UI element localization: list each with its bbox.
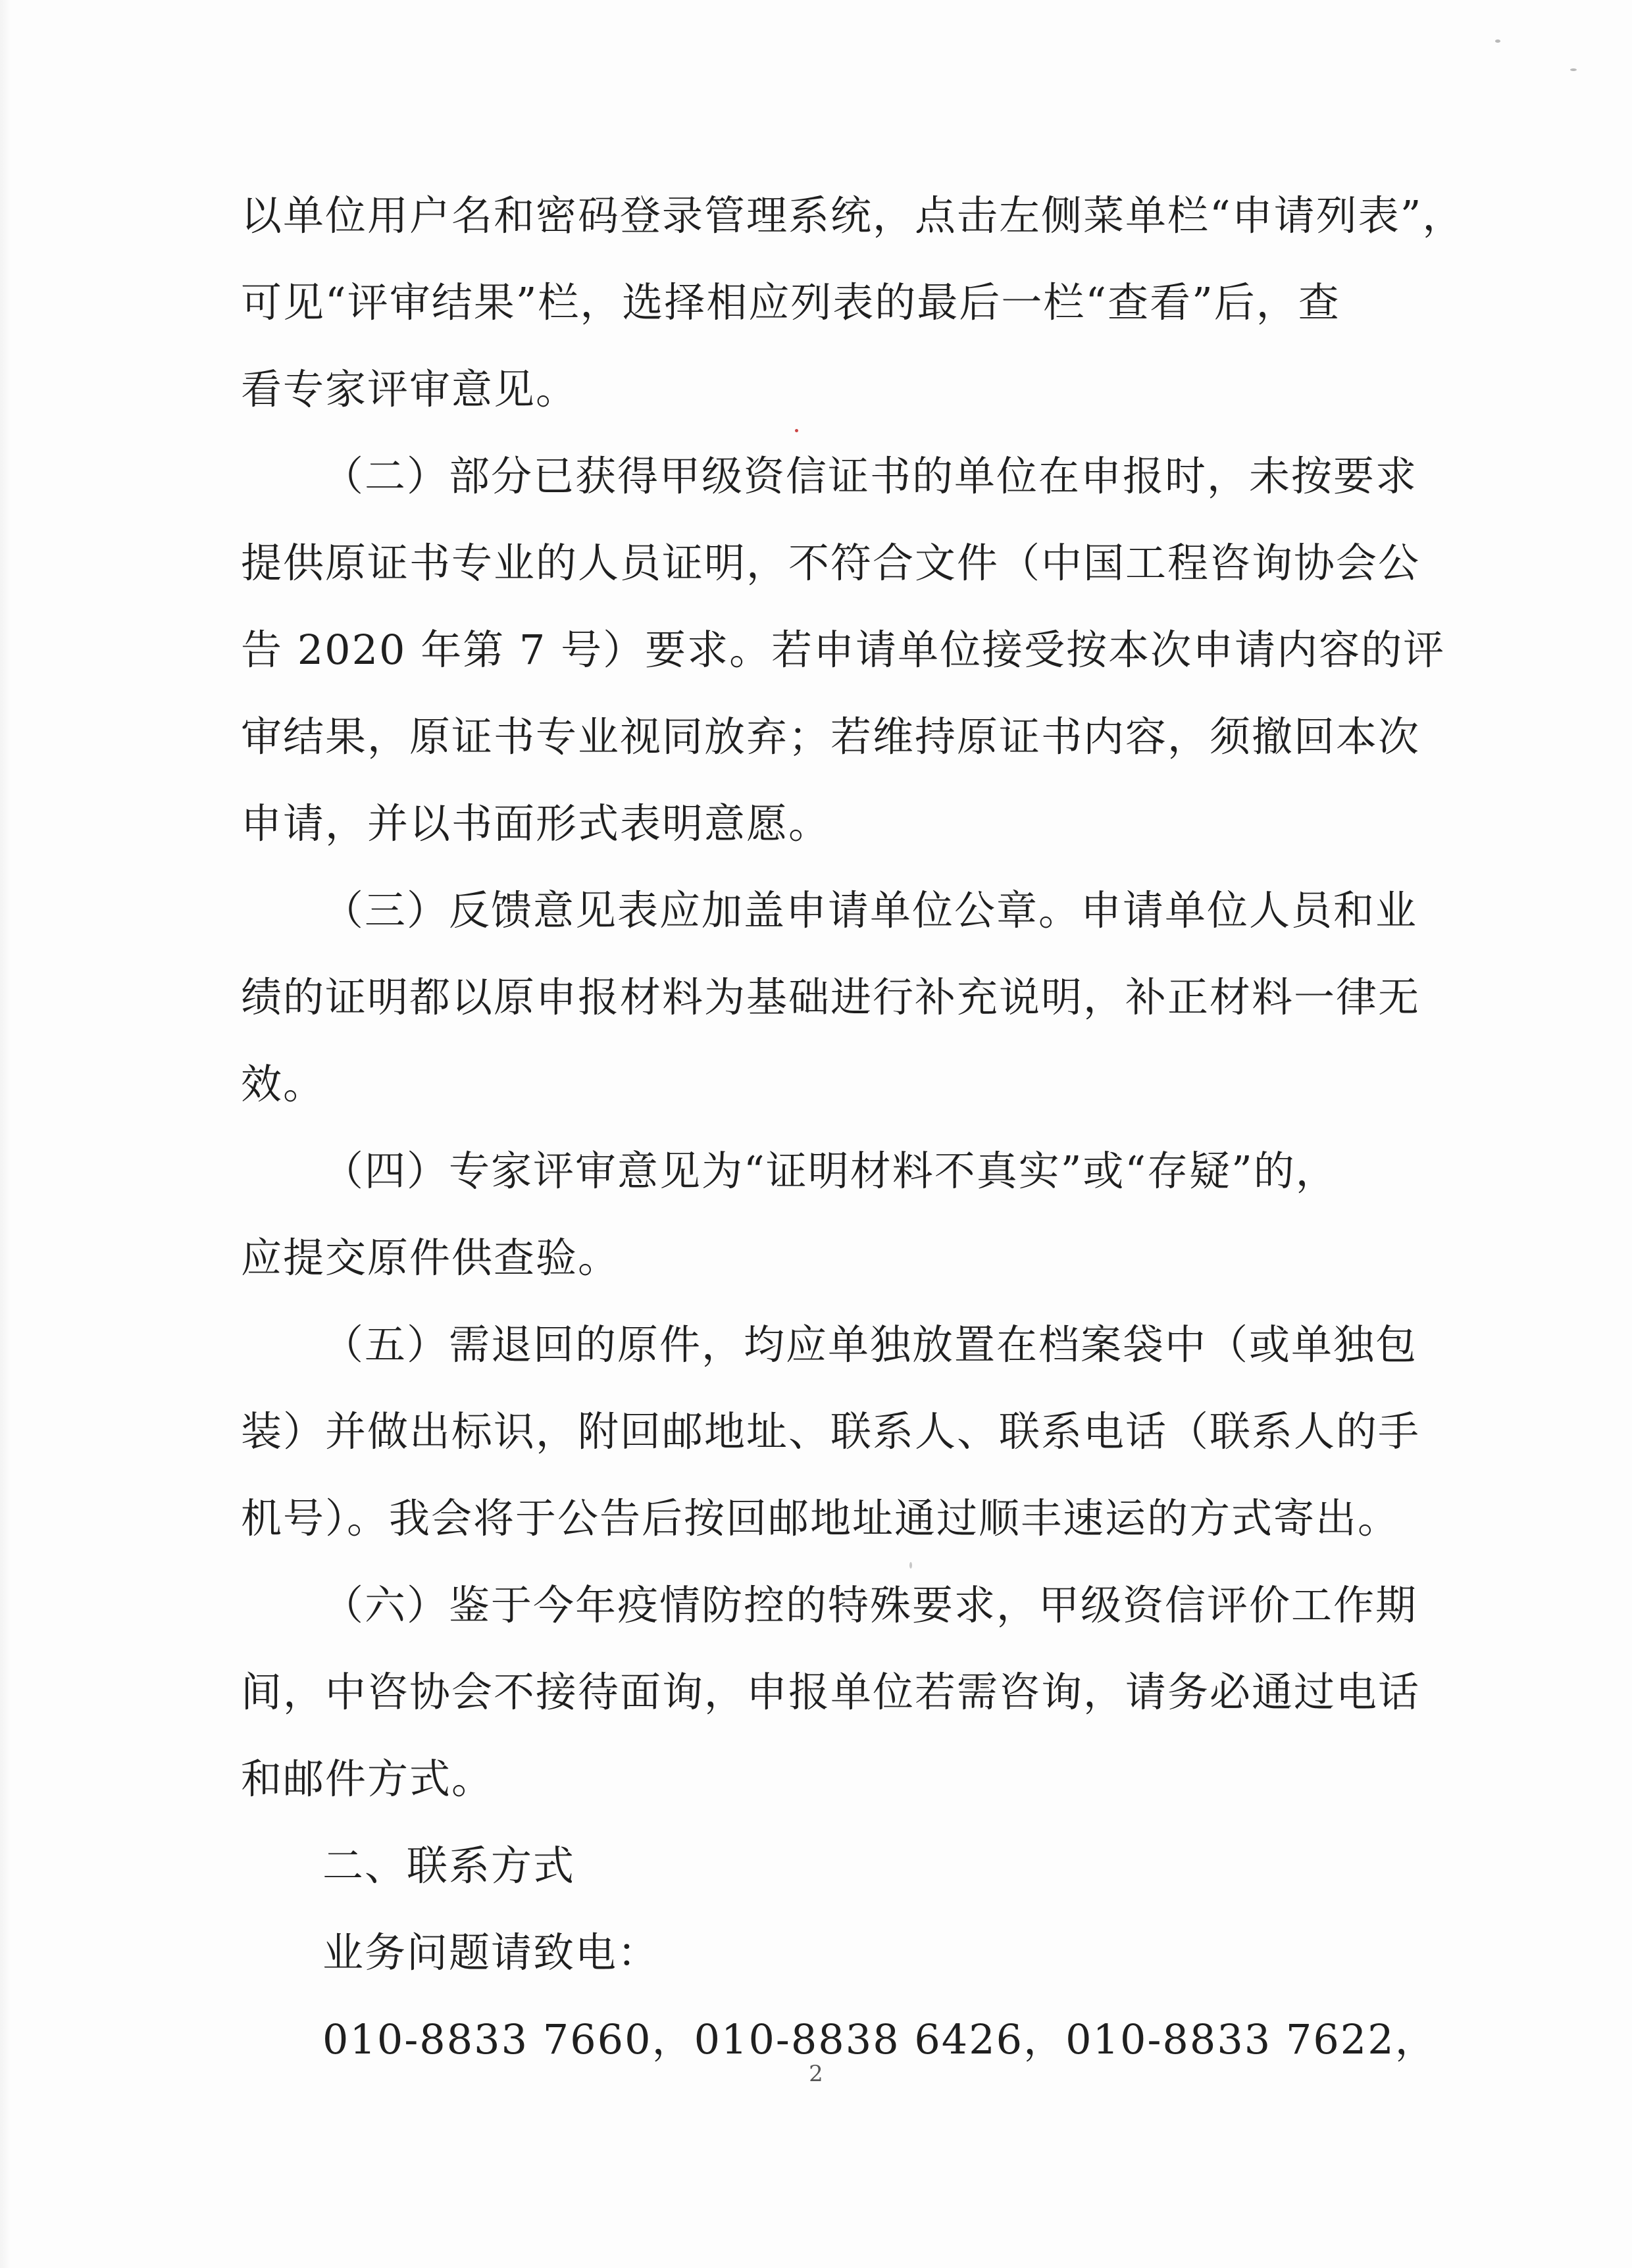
- text-line: 以单位用户名和密码登录管理系统，点击左侧菜单栏“申请列表”，: [241, 191, 1465, 239]
- contact-phone-numbers: 010-8833 7660，010-8838 6426，010-8833 7622，: [322, 2015, 1437, 2063]
- page-number: 2: [809, 2061, 823, 2087]
- text-line: 审结果，原证书专业视同放弃；若维持原证书内容，须撤回本次: [241, 713, 1421, 761]
- body-text: [241, 172, 1465, 2083]
- text-line: 申请，并以书面形式表明意愿。: [241, 799, 831, 847]
- text-line: 绩的证明都以原申报材料为基础进行补充说明，补正材料一律无: [241, 973, 1421, 1021]
- paragraph-start-line: （六）鉴于今年疫情防控的特殊要求，甲级资信评价工作期: [322, 1581, 1418, 1629]
- text-line: 装）并做出标识，附回邮地址、联系人、联系电话（联系人的手: [241, 1407, 1421, 1455]
- paragraph-start-line: （二）部分已获得甲级资信证书的单位在申报时，未按要求: [322, 452, 1418, 500]
- scan-speck: [1570, 68, 1577, 71]
- paragraph-start-line: （五）需退回的原件，均应单独放置在档案袋中（或单独包: [322, 1321, 1418, 1369]
- paragraph-start-line: （四）专家评审意见为“证明材料不真实”或“存疑”的，: [322, 1147, 1338, 1195]
- text-line: 效。: [241, 1060, 326, 1108]
- text-line: 看专家评审意见。: [241, 365, 578, 413]
- scan-speck: [1495, 39, 1500, 43]
- text-line: 和邮件方式。: [241, 1755, 494, 1803]
- section-heading: 二、联系方式: [322, 1842, 576, 1890]
- text-line: 可见“评审结果”栏，选择相应列表的最后一栏“查看”后，查: [241, 278, 1340, 326]
- contact-label: 业务问题请致电：: [322, 1928, 660, 1977]
- text-line: 应提交原件供查验。: [241, 1234, 621, 1282]
- text-line: 间，中咨协会不接待面询，申报单位若需咨询，请务必通过电话: [241, 1668, 1421, 1716]
- text-line: 告 2020 年第 7 号）要求。若申请单位接受按本次申请内容的评: [241, 626, 1446, 674]
- paragraph-start-line: （三）反馈意见表应加盖申请单位公章。申请单位人员和业: [322, 886, 1418, 934]
- text-line: 提供原证书专业的人员证明，不符合文件（中国工程咨询协会公: [241, 539, 1421, 587]
- scan-edge-shadow: [0, 0, 11, 2268]
- text-line: 机号）。我会将于公告后按回邮地址通过顺丰速运的方式寄出。: [241, 1494, 1400, 1542]
